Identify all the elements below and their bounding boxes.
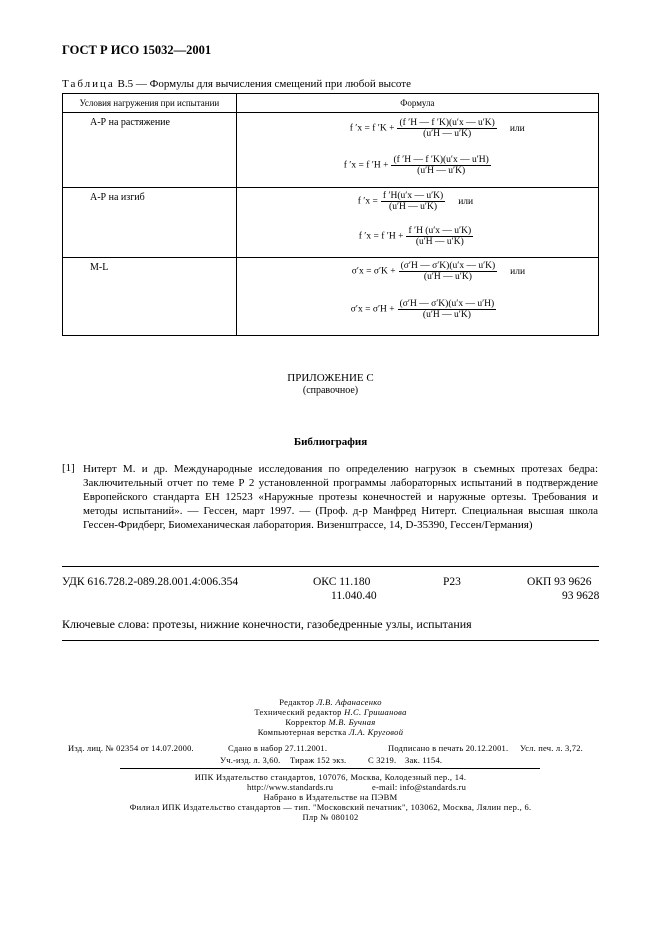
- fraction: [397, 118, 496, 139]
- table-row: [63, 258, 599, 336]
- formula-cell: [236, 113, 598, 188]
- formula-lhs: σ′x = σ′K +: [351, 266, 396, 277]
- col-header-formula: Формула: [236, 94, 598, 113]
- credit-editor: [0, 697, 661, 707]
- denominator: (u′H — u′K): [415, 237, 464, 247]
- credit-name: Л.А. Круговой: [348, 727, 404, 737]
- numerator: f ′H(u′x — u′K): [382, 191, 444, 201]
- print-date: Подписано в печать 20.12.2001.: [388, 743, 509, 753]
- formula-lhs: f ′x = f ′H +: [343, 160, 389, 171]
- divider: [62, 566, 599, 567]
- formula-lhs: f ′x = f ′H +: [358, 231, 404, 242]
- credit-tech-editor: [0, 707, 661, 717]
- formula-cell: [236, 258, 598, 336]
- formula: [352, 261, 525, 282]
- numerator: (σ′H — σ′K)(u′x — u′K): [400, 261, 496, 271]
- bibliography-entry-number: [1]: [62, 462, 75, 474]
- table-caption-text: — Формулы для вычисления смещений при любой высоте: [135, 78, 411, 90]
- fraction: [398, 299, 497, 320]
- publisher-email: e-mail: info@standards.ru: [372, 782, 467, 792]
- denominator: (u′H — u′K): [423, 129, 472, 139]
- formula-table: [62, 93, 599, 336]
- order-c: С 3219.: [368, 755, 397, 765]
- table-header-row: [63, 94, 599, 113]
- table-caption: [62, 78, 411, 90]
- condition-cell: А-Р на растяжение: [63, 113, 237, 188]
- or-word: или: [458, 196, 474, 207]
- formula: [344, 155, 494, 176]
- table-caption-number: В.5: [117, 78, 134, 90]
- credit-name: М.В. Бучная: [328, 717, 376, 727]
- publisher-address: ИПК Издательство стандартов, 107076, Москва, Колодезный пер., 14.: [194, 772, 467, 782]
- numerator: (f ′H — f ′K)(u′x — u′H): [393, 155, 489, 165]
- fraction: [391, 155, 490, 176]
- numerator: f ′H (u′x — u′K): [408, 226, 472, 236]
- credit-name: Л.В. Афанасенко: [316, 697, 382, 707]
- divider: [62, 640, 599, 641]
- table-caption-prefix: Таблица: [62, 78, 115, 90]
- denominator: (u′H — u′K): [423, 272, 472, 282]
- credit-role: Компьютерная верстка: [257, 727, 347, 737]
- publisher-website: http://www.standards.ru: [247, 782, 334, 792]
- denominator: (u′H — u′K): [389, 202, 438, 212]
- credit-name: Н.С. Гришанова: [344, 707, 407, 717]
- credit-role: Редактор: [279, 697, 315, 707]
- numerator: (f ′H — f ′K)(u′x — u′K): [399, 118, 495, 128]
- fraction: [381, 191, 445, 212]
- okp-code-2: 93 9628: [562, 590, 600, 602]
- typeset-date: Сдано в набор 27.11.2001.: [228, 743, 328, 753]
- denominator: (u′H — u′K): [417, 166, 466, 176]
- formula-lhs: f ′x =: [357, 196, 378, 207]
- credit-proofreader: [0, 717, 661, 727]
- condition-cell: М-L: [63, 258, 237, 336]
- col-header-condition: Условия нагружения при испытании: [63, 94, 237, 113]
- denominator: (u′H — u′K): [422, 310, 471, 320]
- standard-header: ГОСТ Р ИСО 15032—2001: [62, 43, 212, 57]
- formula-lhs: f ′x = f ′K +: [349, 123, 395, 134]
- bibliography-entry-text: Нитерт М. и др. Международные исследования по определению нагрузок в съемных протезах бедра: Заключительный отчет по теме Р 2 установленной программы лабораторных испытаний в подтверждение Европейского стандарта ЕН 12523 «Наружные протезы конечностей и наружные ортезы. Требования и методы испытаний». — Гессен, март 1997. — (Проф. д-р Манфред Нитерт. Специальная высшая школа Гессен-Фридберг, Биомеханическая лаборатория. Визенштрассе, 14, D-35390, Гессен/Германия): [83, 463, 598, 531]
- formula: [351, 299, 499, 320]
- print-sheets: Усл. печ. л. 3,72.: [520, 743, 583, 753]
- formula-lhs: σ′x = σ′H +: [350, 304, 395, 315]
- formula: [359, 226, 476, 247]
- bibliography-title: Библиография: [293, 436, 368, 448]
- keywords: Ключевые слова: протезы, нижние конечности, газобедренные узлы, испытания: [62, 617, 472, 631]
- table-row: [63, 188, 599, 258]
- appendix-title: ПРИЛОЖЕНИЕ С: [287, 372, 374, 384]
- udk-code: УДК 616.728.2-089.28.001.4:006.354: [62, 576, 239, 588]
- print-house: Филиал ИПК Издательство стандартов — тип. "Московский печатник", 103062, Москва, Лялин пер., 6.: [129, 802, 532, 812]
- appendix-subtitle: (справочное): [302, 385, 359, 396]
- license-info: Изд. лиц. № 02354 от 14.07.2000.: [68, 743, 194, 753]
- p-code: Р23: [443, 576, 461, 588]
- divider: [120, 768, 540, 769]
- or-word: или: [509, 123, 525, 134]
- or-word: или: [510, 266, 526, 277]
- plr-number: Плр № 080102: [302, 812, 359, 822]
- pub-sheets: Уч.-изд. л. 3,60.: [220, 755, 281, 765]
- condition-cell: А-Р на изгиб: [63, 188, 237, 258]
- okp-code-1: ОКП 93 9626: [527, 576, 592, 588]
- typeset-note: Набрано в Издательстве на ПЭВМ: [263, 792, 398, 802]
- formula: [358, 191, 473, 212]
- circulation: Тираж 152 экз.: [290, 755, 347, 765]
- formula-cell: [236, 188, 598, 258]
- formula: [350, 118, 525, 139]
- oks-code-2: 11.040.40: [331, 590, 377, 602]
- fraction: [399, 261, 498, 282]
- oks-code-1: ОКС 11.180: [313, 576, 371, 588]
- numerator: (σ′H — σ′K)(u′x — u′H): [399, 299, 495, 309]
- table-row: [63, 113, 599, 188]
- fraction: [406, 226, 473, 247]
- credit-role: Корректор: [285, 717, 327, 727]
- credit-layout: [0, 727, 661, 737]
- credit-role: Технический редактор: [254, 707, 342, 717]
- order-number: Зак. 1154.: [405, 755, 443, 765]
